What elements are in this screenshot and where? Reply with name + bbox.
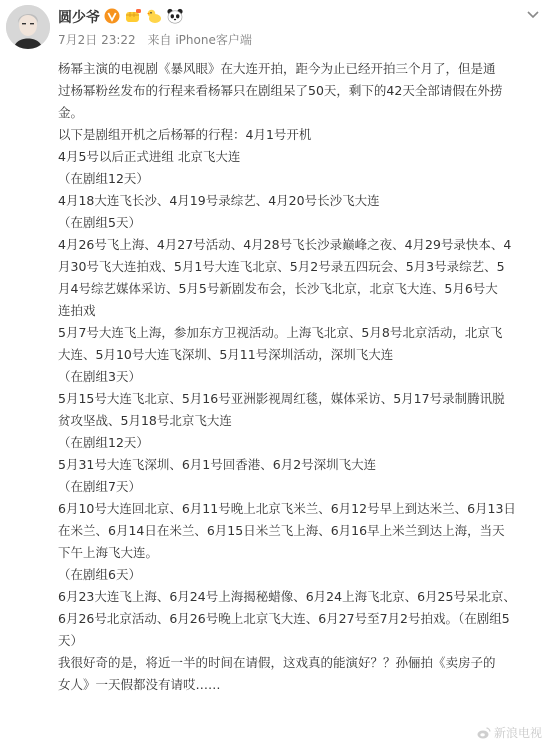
content-line: 女人》一天假都没有请哎…… — [58, 677, 221, 692]
content-line: 月30号飞大连拍戏、5月1号大连飞北京、5月2号录五四玩会、5月3号录综艺、5 — [58, 259, 505, 274]
post-header — [0, 0, 550, 56]
content-line: （在剧组7天） — [58, 479, 141, 494]
content-line: 过杨幂粉丝发布的行程来看杨幂只在剧组呆了50天，剩下的42天全部请假在外捞 — [58, 83, 503, 98]
content-line: （在剧组5天） — [58, 215, 141, 230]
content-line: 我很好奇的是，将近一半的时间在请假，这戏真的能演好？？孙俪拍《卖房子的 — [58, 655, 496, 670]
content-line: （在剧组3天） — [58, 369, 141, 384]
duck-emoji-icon — [146, 8, 162, 29]
post-content — [58, 58, 538, 696]
post-meta — [58, 32, 260, 48]
post-time[interactable]: 7月2日 23:22 — [58, 33, 136, 47]
watermark-text: 新浪电视 — [493, 726, 542, 740]
content-line: 月4号综艺媒体采访、5月5号新剧发布会，长沙飞北京，北京飞大连、5月6号大 — [58, 281, 498, 296]
post-source[interactable]: 来自 iPhone客户端 — [147, 33, 252, 47]
chevron-down-icon[interactable] — [526, 8, 540, 22]
content-line: （在剧组6天） — [58, 567, 141, 582]
content-line: 5月15号大连飞北京、5月16号亚洲影视周红毯，媒体采访、5月17号录制腾讯脱 — [58, 391, 505, 406]
content-line: 5月7号大连飞上海，参加东方卫视活动。上海飞北京、5月8号北京活动，北京飞 — [58, 325, 503, 340]
content-line: 金。 — [58, 105, 84, 120]
content-line: 5月31号大连飞深圳、6月1号回香港、6月2号深圳飞大连 — [58, 457, 377, 472]
fist-emoji-icon — [124, 8, 142, 29]
author-name[interactable]: 圆少爷 — [58, 10, 100, 26]
content-line: 6月23大连飞上海、6月24号上海揭秘蜡像、6月24上海飞北京、6月25号呆北京、 — [58, 589, 516, 604]
content-line: 6月10号大连回北京、6月11号晚上北京飞米兰、6月12号早上到达米兰、6月13日 — [58, 501, 516, 516]
content-line: 4月26号飞上海、4月27号活动、4月28号飞长沙录巅峰之夜、4月29号录快本、4 — [58, 237, 512, 252]
content-line: 4月18大连飞长沙、4月19号录综艺、4月20号长沙飞大连 — [58, 193, 380, 208]
content-line: （在剧组12天） — [58, 435, 149, 450]
content-line: （在剧组12天） — [58, 171, 149, 186]
content-line: 4月5号以后正式进组 北京飞大连 — [58, 149, 241, 164]
panda-emoji-icon — [166, 8, 184, 29]
content-line: 下午上海飞大连。 — [58, 545, 159, 560]
content-line: 贫攻坚战、5月18号北京飞大连 — [58, 413, 232, 428]
content-line: 大连、5月10号大连飞深圳、5月11号深圳活动，深圳飞大连 — [58, 347, 394, 362]
content-line: 在米兰、6月14日在米兰、6月15日米兰飞上海、6月16早上米兰到达上海，当天 — [58, 523, 505, 538]
content-line: 连拍戏 — [58, 303, 96, 318]
avatar-image — [6, 5, 50, 49]
content-line: 杨幂主演的电视剧《暴风眼》在大连开拍，距今为止已经开拍三个月了，但是通 — [58, 61, 496, 76]
content-line: 以下是剧组开机之后杨幂的行程：4月1号开机 — [58, 127, 312, 142]
content-line: 6月26号北京活动、6月26号晚上北京飞大连、6月27号至7月2号拍戏。（在剧组5 — [58, 611, 510, 626]
content-line: 天） — [58, 633, 84, 648]
weibo-logo-icon — [477, 726, 491, 740]
watermark — [477, 724, 542, 741]
verified-v-icon — [104, 8, 120, 29]
author-row — [58, 8, 184, 28]
avatar[interactable] — [6, 5, 50, 49]
